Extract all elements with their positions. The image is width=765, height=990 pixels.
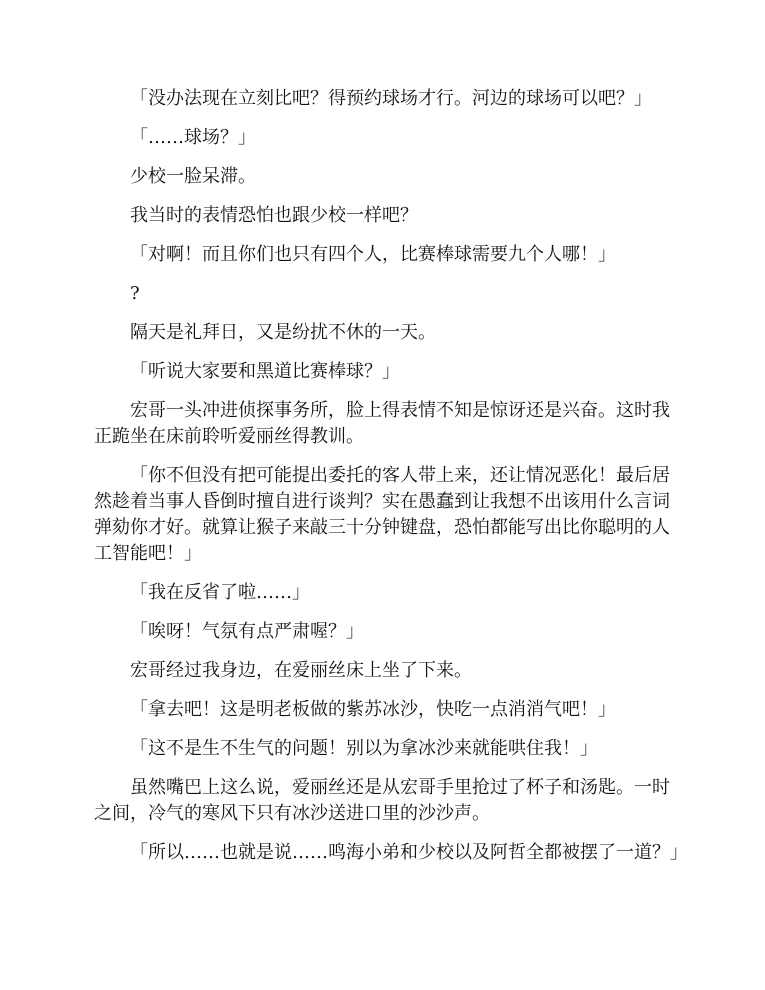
text-body — [94, 86, 688, 879]
paragraph: 「我在反省了啦……」 — [130, 582, 310, 603]
paragraph: ? — [130, 283, 140, 304]
paragraph: 「对啊！而且你们也只有四个人，比赛棒球需要九个人哪！」 — [130, 244, 616, 265]
paragraph: 「这不是生不生气的问题！别以为拿冰沙来就能哄住我！」 — [130, 738, 598, 759]
paragraph: 「所以……也就是说……鸣海小弟和少校以及阿哲全都被摆了一道？」 — [130, 842, 688, 863]
paragraph: 「没办法现在立刻比吧？得预约球场才行。河边的球场可以吧？」 — [130, 88, 652, 109]
paragraph: 「拿去吧！这是明老板做的紫苏冰沙，快吃一点消消气吧！」 — [130, 699, 616, 720]
paragraph: 隔天是礼拜日，又是纷扰不休的一天。 — [130, 322, 436, 343]
paragraph: 「听说大家要和黑道比赛棒球？」 — [130, 361, 400, 382]
paragraph: 我当时的表情恐怕也跟少校一样吧？ — [130, 205, 418, 226]
paragraph: 「唉呀！气氛有点严肃喔？」 — [130, 621, 364, 642]
paragraph: 「你不但没有把可能提出委托的客人带上来，还让情况恶化！最后居然趁着当事人昏倒时擅自进行谈判？实在愚蠢到让我想不出该用什么言词弹劾你才好。就算让猴子来敲三十分钟键盘，恐怕都能写出比你聪明的人工智能吧！」 — [94, 465, 670, 564]
paragraph: 虽然嘴巴上这么说，爱丽丝还是从宏哥手里抢过了杯子和汤匙。一时之间，冷气的寒风下只有冰沙送进口里的沙沙声。 — [94, 777, 670, 824]
paragraph: 少校一脸呆滞。 — [130, 166, 256, 187]
paragraph: 宏哥经过我身边，在爱丽丝床上坐了下来。 — [130, 660, 472, 681]
paragraph: 宏哥一头冲进侦探事务所，脸上得表情不知是惊讶还是兴奋。这时我正跪坐在床前聆听爱丽丝得教训。 — [94, 400, 670, 447]
paragraph: 「……球场？」 — [130, 127, 256, 148]
